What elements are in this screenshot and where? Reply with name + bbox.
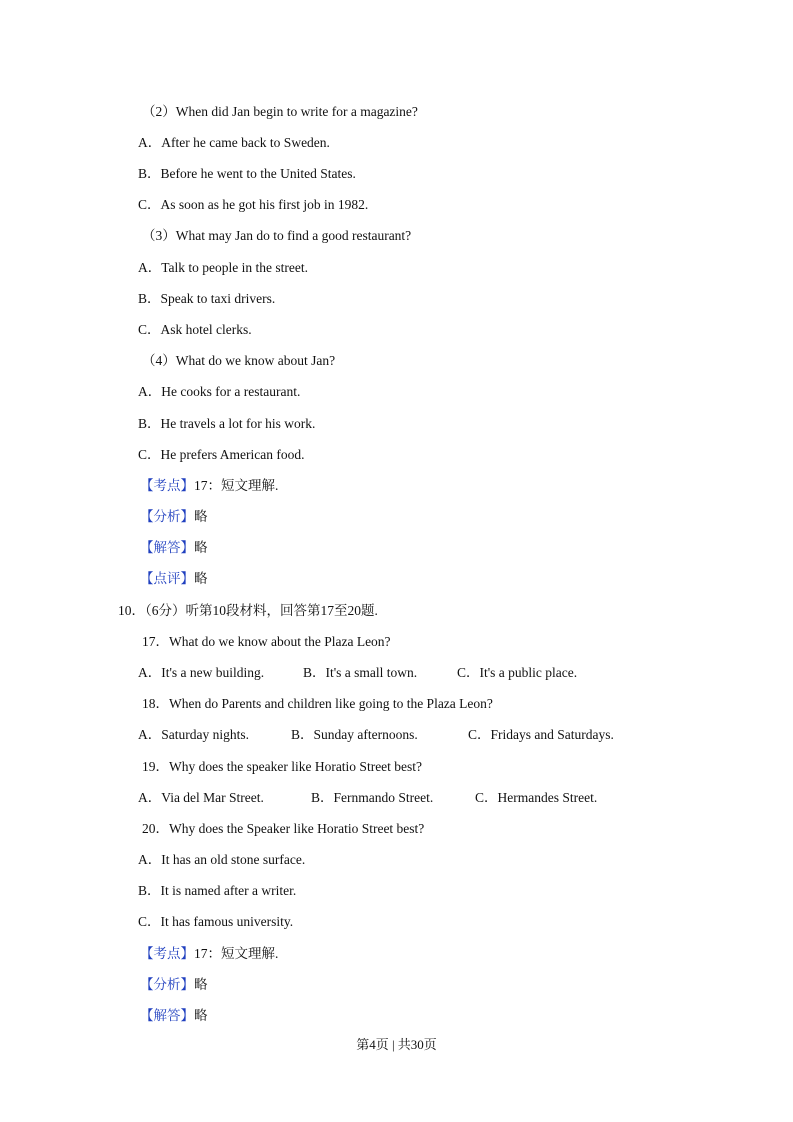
kaodian-value: 17：短文理解. bbox=[194, 946, 279, 961]
dianping-row bbox=[140, 570, 208, 588]
q2-option-c: C．As soon as he got his first job in 1982. bbox=[138, 197, 369, 212]
question-19: 19．Why does the speaker like Horatio Street best? bbox=[142, 759, 423, 774]
q18-option-b: B．Sunday afternoons. bbox=[291, 727, 418, 742]
fenxi-value: 略 bbox=[194, 977, 208, 992]
kaodian-label: 【考点】 bbox=[140, 946, 194, 961]
question-4: （4）What do we know about Jan? bbox=[142, 353, 336, 368]
kaodian-row-2 bbox=[140, 945, 278, 963]
q3-option-c: C．Ask hotel clerks. bbox=[138, 322, 252, 337]
dianping-label: 【点评】 bbox=[140, 571, 194, 586]
question-18: 18．When do Parents and children like going to the Plaza Leon? bbox=[142, 696, 493, 711]
jieda-label: 【解答】 bbox=[140, 1008, 194, 1023]
jieda-value: 略 bbox=[194, 1008, 208, 1023]
q4-option-a: A．He cooks for a restaurant. bbox=[138, 384, 301, 399]
q2-option-b: B．Before he went to the United States. bbox=[138, 166, 356, 181]
q19-option-b: B．Fernmando Street. bbox=[311, 790, 434, 805]
q4-option-b: B．He travels a lot for his work. bbox=[138, 416, 316, 431]
q20-option-c: C．It has famous university. bbox=[138, 914, 294, 929]
q17-option-c: C．It's a public place. bbox=[457, 665, 578, 680]
q4-option-c: C．He prefers American food. bbox=[138, 447, 305, 462]
q20-option-a: A．It has an old stone surface. bbox=[138, 852, 306, 867]
kaodian-row bbox=[140, 477, 278, 495]
jieda-row-2 bbox=[140, 1007, 208, 1025]
fenxi-value: 略 bbox=[194, 509, 208, 524]
question-3: （3）What may Jan do to find a good restaurant? bbox=[142, 228, 412, 243]
q2-option-a: A．After he came back to Sweden. bbox=[138, 135, 330, 150]
q19-option-c: C．Hermandes Street. bbox=[475, 790, 598, 805]
question-20: 20．Why does the Speaker like Horatio Street best? bbox=[142, 821, 425, 836]
question-17: 17．What do we know about the Plaza Leon? bbox=[142, 634, 391, 649]
q19-option-a: A．Via del Mar Street. bbox=[138, 790, 264, 805]
q18-option-a: A．Saturday nights. bbox=[138, 727, 249, 742]
dianping-value: 略 bbox=[194, 571, 208, 586]
fenxi-row-2 bbox=[140, 976, 208, 994]
fenxi-label: 【分析】 bbox=[140, 977, 194, 992]
jieda-value: 略 bbox=[194, 540, 208, 555]
q17-option-a: A．It's a new building. bbox=[138, 665, 265, 680]
q20-option-b: B．It is named after a writer. bbox=[138, 883, 297, 898]
page-footer: 第4页 | 共30页 bbox=[356, 1037, 437, 1052]
q18-option-c: C．Fridays and Saturdays. bbox=[468, 727, 614, 742]
q17-option-b: B．It's a small town. bbox=[303, 665, 418, 680]
q3-option-a: A．Talk to people in the street. bbox=[138, 260, 309, 275]
section-10-heading: 10．（6分）听第10段材料，回答第17至20题. bbox=[118, 603, 378, 618]
kaodian-label: 【考点】 bbox=[140, 478, 194, 493]
fenxi-label: 【分析】 bbox=[140, 509, 194, 524]
fenxi-row bbox=[140, 508, 208, 526]
jieda-row bbox=[140, 539, 208, 557]
jieda-label: 【解答】 bbox=[140, 540, 194, 555]
kaodian-value: 17：短文理解. bbox=[194, 478, 279, 493]
question-2: （2）When did Jan begin to write for a magazine? bbox=[142, 104, 418, 119]
q3-option-b: B．Speak to taxi drivers. bbox=[138, 291, 276, 306]
